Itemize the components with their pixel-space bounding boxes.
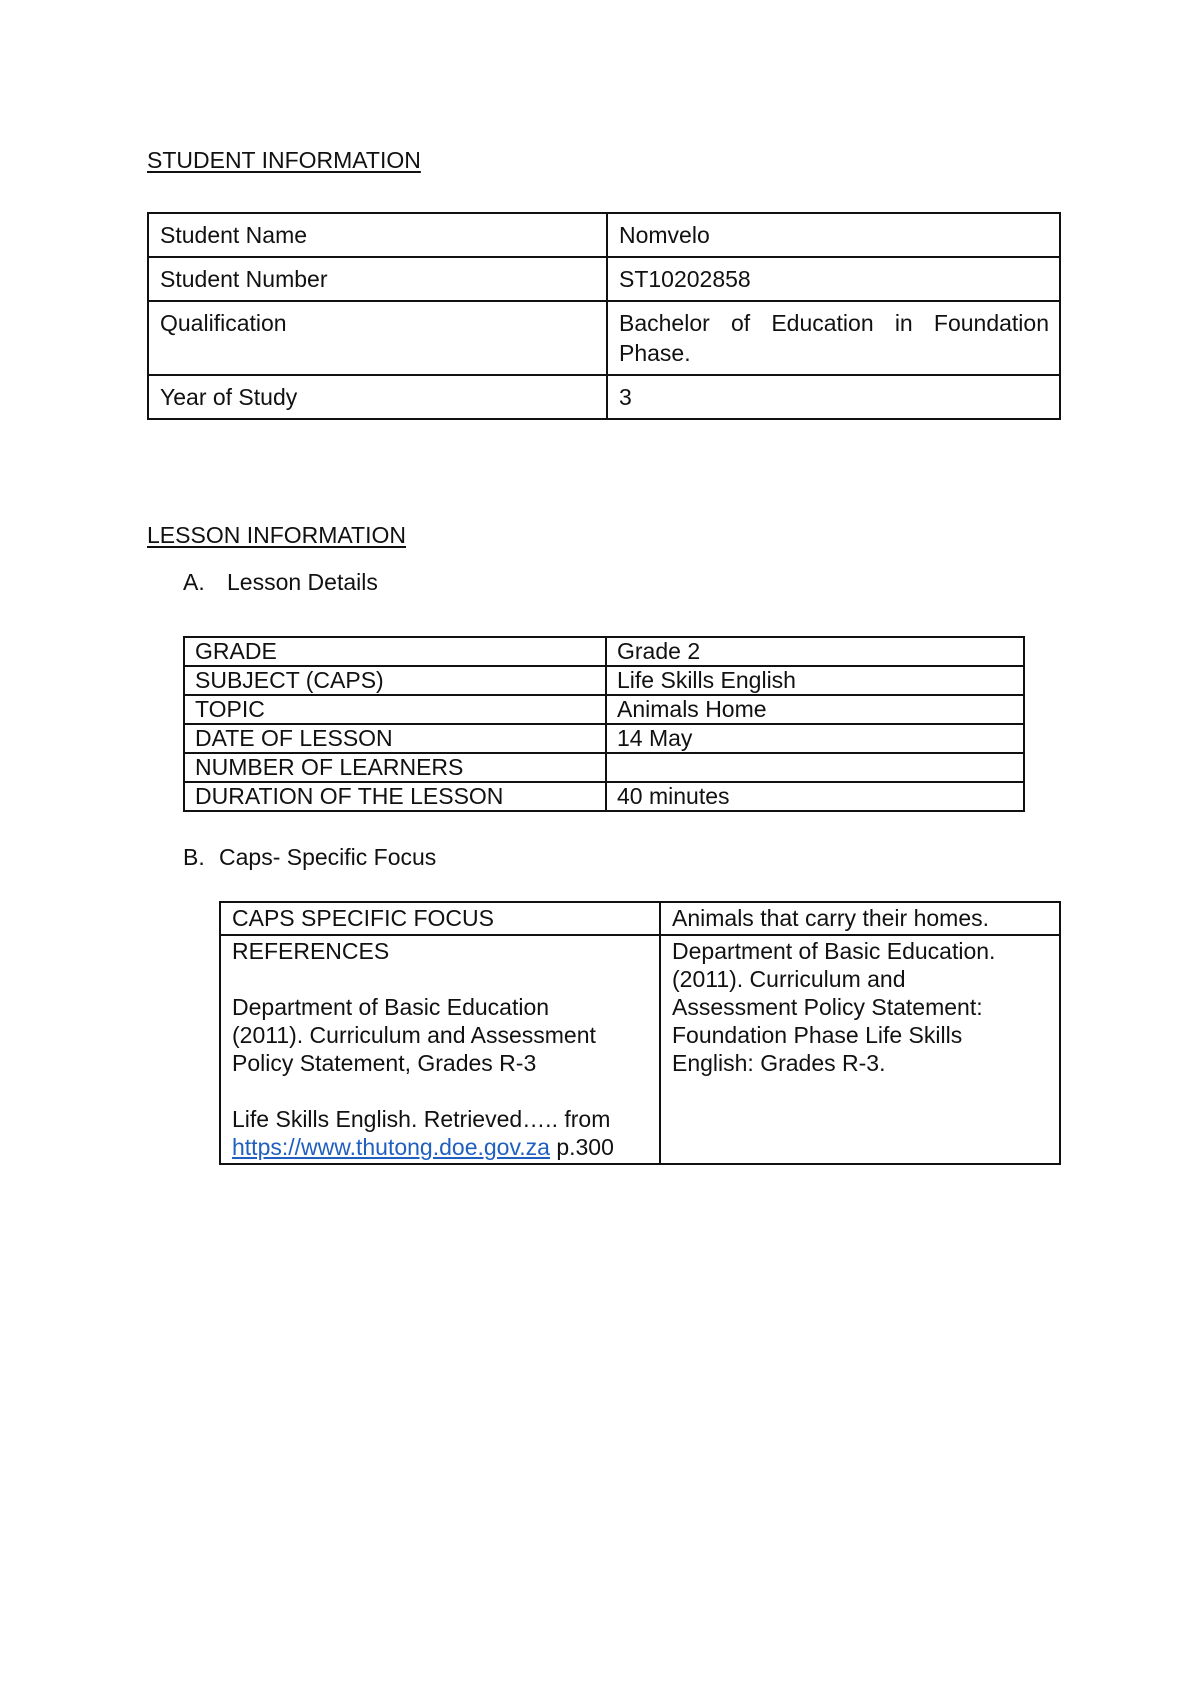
references-cell <box>220 935 660 1164</box>
student-name-label: Student Name <box>148 213 607 257</box>
duration-label: DURATION OF THE LESSON <box>184 782 606 811</box>
grade-label: GRADE <box>184 637 606 666</box>
reference-line: Assessment Policy Statement: <box>672 994 983 1020</box>
topic-label: TOPIC <box>184 695 606 724</box>
year-of-study-label: Year of Study <box>148 375 607 419</box>
table-row <box>184 695 1024 724</box>
caps-focus-table <box>219 901 1061 1165</box>
grade-value: Grade 2 <box>606 637 1024 666</box>
list-letter: B. <box>183 844 205 870</box>
lesson-information-heading: LESSON INFORMATION <box>147 522 406 548</box>
table-row <box>148 301 1060 375</box>
lesson-details-title: Lesson Details <box>227 569 378 595</box>
table-row <box>220 902 1060 935</box>
duration-value: 40 minutes <box>606 782 1024 811</box>
reference-line: (2011). Curriculum and Assessment <box>232 1022 596 1048</box>
caps-focus-value: Animals that carry their homes. <box>660 902 1060 935</box>
table-row <box>148 375 1060 419</box>
student-name-value: Nomvelo <box>607 213 1060 257</box>
subject-value: Life Skills English <box>606 666 1024 695</box>
date-value: 14 May <box>606 724 1024 753</box>
learners-value <box>606 753 1024 782</box>
table-row <box>184 724 1024 753</box>
date-label: DATE OF LESSON <box>184 724 606 753</box>
student-number-value: ST10202858 <box>607 257 1060 301</box>
table-row <box>184 753 1024 782</box>
reference-line: Life Skills English. Retrieved….. from <box>232 1106 611 1132</box>
qualification-label: Qualification <box>148 301 607 375</box>
lesson-details-subheading <box>183 569 378 596</box>
list-letter: A. <box>183 569 205 595</box>
table-row <box>220 935 1060 1164</box>
reference-line <box>232 1133 649 1161</box>
references-value-cell <box>660 935 1060 1164</box>
references-label: REFERENCES <box>232 938 390 964</box>
table-row <box>184 666 1024 695</box>
reference-line: Foundation Phase Life Skills <box>672 1022 963 1048</box>
qualification-value <box>607 301 1060 375</box>
caps-focus-title: Caps- Specific Focus <box>219 844 437 870</box>
learners-label: NUMBER OF LEARNERS <box>184 753 606 782</box>
table-row <box>148 213 1060 257</box>
caps-focus-subheading <box>183 844 436 871</box>
reference-line: Department of Basic Education. <box>672 938 996 964</box>
reference-line: (2011). Curriculum and <box>672 966 906 992</box>
thutong-link[interactable]: https://www.thutong.doe.gov.za <box>232 1134 550 1160</box>
caps-focus-label: CAPS SPECIFIC FOCUS <box>220 902 660 935</box>
student-information-table <box>147 212 1061 420</box>
topic-value: Animals Home <box>606 695 1024 724</box>
qualification-value-line: Phase. <box>619 340 691 366</box>
reference-page: p.300 <box>549 1134 614 1160</box>
reference-line: Department of Basic Education <box>232 994 550 1020</box>
student-information-heading: STUDENT INFORMATION <box>147 147 421 173</box>
qualification-value-line: Bachelor of Education in Foundation <box>619 310 1049 336</box>
reference-line: English: Grades R-3. <box>672 1050 886 1076</box>
table-row <box>184 637 1024 666</box>
student-number-label: Student Number <box>148 257 607 301</box>
year-of-study-value: 3 <box>607 375 1060 419</box>
subject-label: SUBJECT (CAPS) <box>184 666 606 695</box>
lesson-details-table <box>183 636 1025 812</box>
table-row <box>184 782 1024 811</box>
table-row <box>148 257 1060 301</box>
reference-line: Policy Statement, Grades R-3 <box>232 1050 537 1076</box>
